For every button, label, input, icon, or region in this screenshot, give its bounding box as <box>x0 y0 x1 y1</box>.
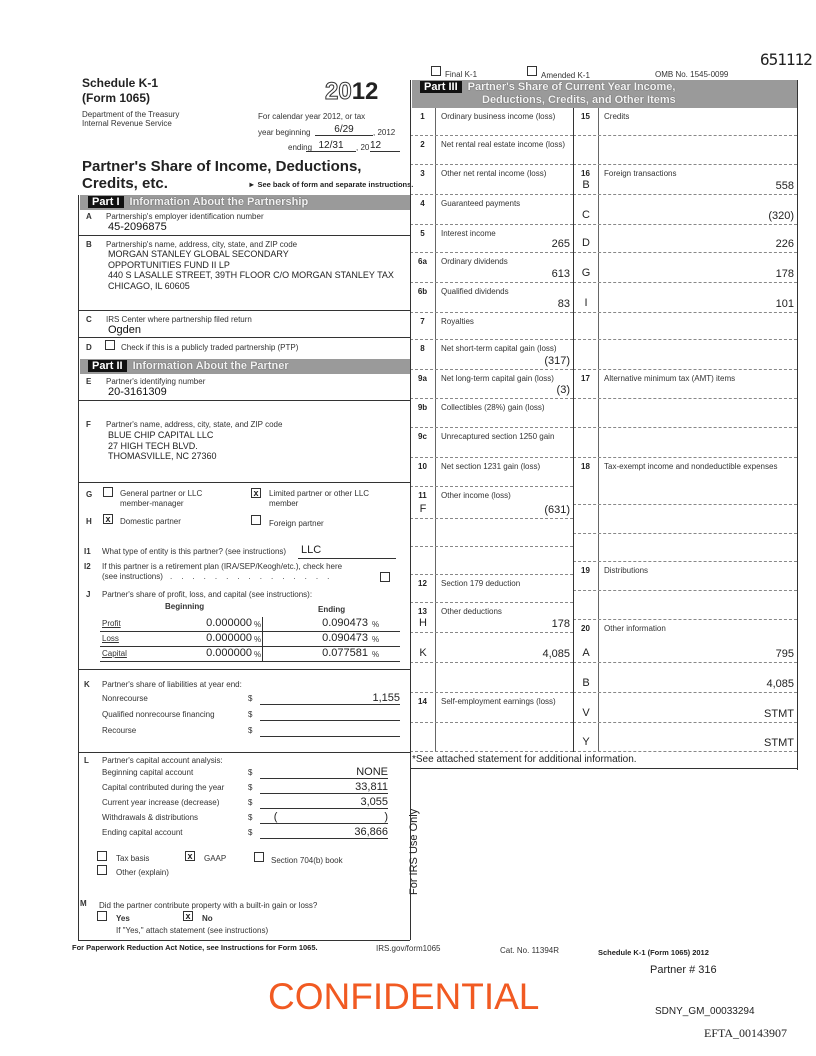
share-row-label: Loss <box>102 634 119 643</box>
form-line-6a[interactable] <box>410 253 573 283</box>
address-line: 27 HIGH TECH BLVD. <box>108 440 198 451</box>
line-value[interactable]: STMT <box>764 708 794 720</box>
partner-number: Partner # 316 <box>650 964 717 976</box>
line-number: 16 <box>573 165 599 194</box>
line-value[interactable]: 226 <box>775 238 794 250</box>
share-beginning-value[interactable]: 0.000000 <box>206 647 252 659</box>
form-line-blank[interactable] <box>573 340 797 370</box>
tax-basis-label: Tax basis <box>116 854 150 863</box>
percent-sign: % <box>372 635 380 644</box>
line-label: Ordinary business income (loss) <box>441 112 556 121</box>
divider <box>262 617 263 662</box>
line-label: Other deductions <box>441 607 502 616</box>
divider <box>573 108 574 752</box>
share-beginning-value[interactable]: 0.000000 <box>206 632 252 644</box>
line-code: A <box>582 647 590 659</box>
line-code: D <box>582 237 590 249</box>
line-number <box>573 313 599 339</box>
part1-header <box>80 195 410 210</box>
form-line-11[interactable] <box>410 487 573 519</box>
divider <box>78 235 410 236</box>
line-number: 11 <box>410 487 436 518</box>
foreign-partner-label: Foreign partner <box>269 519 324 528</box>
letter-K: K <box>84 680 90 689</box>
share-ending-value[interactable]: 0.090473 <box>322 617 368 629</box>
line-label: Other income (loss) <box>441 491 511 500</box>
line-label: Alternative minimum tax (AMT) items <box>604 374 736 383</box>
divider <box>78 195 79 940</box>
part2-header <box>80 359 410 374</box>
form-line-1[interactable] <box>410 108 573 136</box>
partner-id-value[interactable]: 20-3161309 <box>108 386 167 398</box>
form-line-blank[interactable] <box>410 663 573 693</box>
ptp-checkbox[interactable] <box>105 340 115 350</box>
no-checkbox[interactable]: x <box>183 911 193 921</box>
form-line-5[interactable] <box>410 225 573 253</box>
line-number: 20 <box>573 620 599 662</box>
line-code: I <box>584 297 588 309</box>
line-number <box>410 663 436 692</box>
letter-B: B <box>86 240 92 249</box>
line-code: B <box>582 179 590 191</box>
form-line-15[interactable] <box>573 108 797 136</box>
form-line-blank[interactable] <box>573 428 797 458</box>
divider <box>78 310 410 311</box>
line-number <box>573 399 599 427</box>
share-ending-value[interactable]: 0.090473 <box>322 632 368 644</box>
line-label: Other information <box>604 624 666 633</box>
line-label: Net long-term capital gain (loss) <box>441 374 554 383</box>
form-line-12[interactable] <box>410 575 573 603</box>
year-beginning-label: year beginning <box>258 128 311 137</box>
part3-title1: Partner's Share of Current Year Income, <box>467 81 676 93</box>
form-line-14[interactable] <box>410 693 573 723</box>
line-value[interactable]: 83 <box>557 298 570 310</box>
line-value[interactable]: 178 <box>775 268 794 280</box>
liability-value[interactable] <box>260 724 400 737</box>
other-explain-checkbox[interactable] <box>97 865 107 875</box>
capital-row-value[interactable]: NONE <box>260 766 388 779</box>
address-line: MORGAN STANLEY GLOBAL SECONDARY <box>108 249 289 259</box>
general-partner-label <box>120 489 202 509</box>
form-line-6b[interactable] <box>410 283 573 313</box>
dollar-sign: $ <box>248 768 253 777</box>
percent-sign: % <box>254 650 262 659</box>
letter-I2: I2 <box>84 562 91 571</box>
line-label: Distributions <box>604 566 649 575</box>
line-code: C <box>582 209 590 221</box>
line-code: B <box>582 677 590 689</box>
amended-k1-label: Amended K-1 <box>541 71 590 80</box>
label-line: Limited partner or other LLC <box>269 489 370 498</box>
limited-partner-label <box>269 489 369 509</box>
address-line: 440 S LASALLE STREET, 39TH FLOOR C/O MORGAN STANLEY TAX <box>108 270 394 280</box>
liability-value[interactable]: 1,155 <box>260 692 400 705</box>
calendar-text: For calendar year 2012, or tax <box>258 112 366 121</box>
domestic-partner-label: Domestic partner <box>120 517 181 526</box>
line-label: Interest income <box>441 229 496 238</box>
liabilities-label: Partner's share of liabilities at year end: <box>102 680 242 689</box>
letter-L: L <box>84 756 89 765</box>
form-line-16[interactable] <box>573 165 797 195</box>
part2-title: Information About the Partner <box>132 360 289 372</box>
partnership-address-label: Partnership's name, address, city, state, and ZIP code <box>106 240 298 249</box>
line-number: 13 <box>410 603 436 632</box>
bates-number: SDNY_GM_00033294 <box>655 1006 755 1017</box>
letter-G: G <box>86 490 93 499</box>
tax-year <box>325 78 378 106</box>
irs-label: Internal Revenue Service <box>82 119 172 128</box>
form-line-D[interactable] <box>573 225 797 253</box>
line-code: Y <box>582 736 590 748</box>
line-number: 1 <box>410 108 436 135</box>
part3-header <box>412 80 797 108</box>
line-number: 6a <box>410 253 436 282</box>
form-line-blank[interactable] <box>573 136 797 165</box>
section-704b-checkbox[interactable] <box>254 852 264 862</box>
letter-D: D <box>86 343 92 352</box>
capital-row-label: Beginning capital account <box>102 768 194 777</box>
irs-center-value[interactable]: Ogden <box>108 324 142 336</box>
form-reference: Schedule K-1 (Form 1065) 2012 <box>598 948 709 957</box>
form-line-blank[interactable] <box>573 591 797 620</box>
line-label: Section 179 deduction <box>441 579 521 588</box>
part1-title: Information About the Partnership <box>129 196 309 208</box>
form-line-blank[interactable] <box>410 547 573 575</box>
form-line-Y[interactable] <box>573 723 797 752</box>
capital-row-label: Ending capital account <box>102 828 183 837</box>
form-line-19[interactable] <box>573 562 797 591</box>
partner-address-label: Partner's name, address, city, state, and ZIP code <box>106 420 283 429</box>
dollar-sign: $ <box>248 828 253 837</box>
dollar-sign: $ <box>248 798 253 807</box>
domestic-partner-checkbox[interactable]: x <box>103 514 113 524</box>
line-label: Qualified dividends <box>441 287 509 296</box>
year-beginning-suffix: , 2012 <box>373 128 396 137</box>
ein-label: Partnership's employer identification number <box>106 212 264 221</box>
share-beginning-value[interactable]: 0.000000 <box>206 617 252 629</box>
divider <box>78 752 410 753</box>
line-value[interactable]: (3) <box>556 384 570 396</box>
final-k1-checkbox[interactable] <box>431 66 441 76</box>
line-value[interactable]: 613 <box>551 268 570 280</box>
line-label: Net short-term capital gain (loss) <box>441 344 557 353</box>
line-number: 9a <box>410 370 436 398</box>
year-beginning-field[interactable]: 6/29 <box>315 124 373 136</box>
line-value[interactable]: (631) <box>544 504 570 516</box>
percent-sign: % <box>372 650 380 659</box>
share-row-label: Capital <box>102 649 127 658</box>
line-code: G <box>581 267 591 279</box>
capital-row-label: Current year increase (decrease) <box>102 798 220 807</box>
line-number: 9c <box>410 428 436 457</box>
line-value[interactable]: 265 <box>551 238 570 250</box>
capital-row-value[interactable]: ( ) <box>260 811 388 824</box>
line-label: Credits <box>604 112 630 121</box>
beginning-header: Beginning <box>165 602 205 611</box>
tax-basis-checkbox[interactable] <box>97 851 107 861</box>
share-label: Partner's share of profit, loss, and capital (see instructions): <box>102 590 313 599</box>
retirement-plan-label: If this partner is a retirement plan (IRA/SEP/Keogh/etc.), check here <box>102 562 343 571</box>
divider <box>298 558 396 559</box>
divider <box>78 482 410 483</box>
see-back-note: ► See back of form and separate instructions. <box>248 180 414 189</box>
line-number: 15 <box>573 108 599 135</box>
line-value[interactable]: (320) <box>768 210 794 222</box>
line-number <box>573 428 599 457</box>
line-label: Self-employment earnings (loss) <box>441 697 556 706</box>
line-number: 9b <box>410 399 436 427</box>
form-line-G[interactable] <box>573 253 797 283</box>
form-line-9a[interactable] <box>410 370 573 399</box>
form-line-8[interactable] <box>410 340 573 370</box>
line-value[interactable]: (317) <box>544 355 570 367</box>
line-number: 5 <box>410 225 436 252</box>
section-704b-label: Section 704(b) book <box>271 856 343 865</box>
partner-id-label: Partner's identifying number <box>106 377 206 386</box>
liability-label: Nonrecourse <box>102 694 148 703</box>
divider <box>100 661 400 662</box>
capital-row-value[interactable]: 33,811 <box>260 781 388 794</box>
divider <box>78 940 410 941</box>
address-line: CHICAGO, IL 60605 <box>108 280 190 291</box>
form-line-blank[interactable] <box>573 399 797 428</box>
divider <box>78 337 410 338</box>
footnote: *See attached statement for additional information. <box>412 754 637 765</box>
form-line-7[interactable] <box>410 313 573 340</box>
liability-label: Recourse <box>102 726 137 735</box>
line-number: 8 <box>410 340 436 369</box>
dollar-sign: $ <box>248 710 253 719</box>
ending-year-field[interactable]: 12 <box>370 140 400 152</box>
share-ending-value[interactable]: 0.077581 <box>322 647 368 659</box>
line-number <box>410 723 436 751</box>
capital-row-label: Withdrawals & distributions <box>102 813 199 822</box>
dollar-sign: $ <box>248 694 253 703</box>
ein-value[interactable]: 45-2096875 <box>108 221 167 233</box>
line-label: Guaranteed payments <box>441 199 521 208</box>
irs-url[interactable]: IRS.gov/form1065 <box>376 944 441 953</box>
line-value[interactable]: 4,085 <box>766 678 794 690</box>
label-line: General partner or LLC <box>120 489 203 498</box>
dept-label: Department of the Treasury <box>82 110 180 119</box>
label-line: member <box>269 499 299 508</box>
partner-address[interactable] <box>108 430 217 462</box>
ending-mid: , 20 <box>356 143 370 152</box>
cat-number: Cat. No. 11394R <box>500 946 559 955</box>
letter-E: E <box>86 377 92 386</box>
form-line-blank[interactable] <box>573 313 797 340</box>
retirement-plan-label2: (see instructions) <box>102 572 163 581</box>
builtin-gain-note: If "Yes," attach statement (see instructions) <box>116 926 269 935</box>
capital-row-label: Capital contributed during the year <box>102 783 225 792</box>
line-number: 10 <box>410 458 436 486</box>
line-number <box>573 505 599 533</box>
line-value[interactable]: STMT <box>764 737 794 749</box>
ptp-label: Check if this is a publicly traded partnership (PTP) <box>121 343 299 352</box>
line-number <box>573 136 599 164</box>
letter-H: H <box>86 517 92 526</box>
part3-tag: Part III <box>420 81 462 93</box>
form-line-blank[interactable] <box>573 534 797 562</box>
line-number: 4 <box>410 195 436 224</box>
form-line-B[interactable] <box>573 663 797 693</box>
paperwork-notice: For Paperwork Reduction Act Notice, see Instructions for Form 1065. <box>72 943 318 952</box>
form-line-18[interactable] <box>573 458 797 505</box>
line-label: Royalties <box>441 317 474 326</box>
line-number <box>410 547 436 574</box>
form-line-17[interactable] <box>573 370 797 399</box>
line-code: H <box>419 617 427 629</box>
form-line-blank[interactable] <box>410 723 573 752</box>
retirement-plan-checkbox[interactable] <box>380 572 390 582</box>
form-line-V[interactable] <box>573 693 797 723</box>
irs-center-label: IRS Center where partnership filed return <box>106 315 252 324</box>
line-value[interactable]: 101 <box>775 298 794 310</box>
percent-sign: % <box>254 635 262 644</box>
partnership-address[interactable] <box>108 249 394 291</box>
form-title-line1: Partner's Share of Income, Deductions, <box>82 158 362 175</box>
line-number: 17 <box>573 370 599 398</box>
letter-J: J <box>86 590 91 599</box>
entity-type-label: What type of entity is this partner? (see instructions) <box>102 547 287 556</box>
other-explain-label: Other (explain) <box>116 868 169 877</box>
no-label: No <box>202 914 213 923</box>
ending-field[interactable]: 12/31 <box>306 140 356 152</box>
part3-title2: Deductions, Credits, and Other Items <box>482 94 676 106</box>
form-name: Schedule K-1 <box>82 76 159 90</box>
dollar-sign: $ <box>248 813 253 822</box>
divider <box>410 768 797 769</box>
confidential-stamp: CONFIDENTIAL <box>268 976 540 1017</box>
divider <box>797 80 798 770</box>
efta-number: EFTA_00143907 <box>704 1026 788 1040</box>
capital-account-label: Partner's capital account analysis: <box>102 756 223 765</box>
ending-label: ending <box>288 143 313 152</box>
entity-type-value[interactable]: LLC <box>301 544 322 556</box>
letter-A: A <box>86 212 92 221</box>
divider <box>78 400 410 401</box>
line-label: Ordinary dividends <box>441 257 508 266</box>
line-value[interactable]: 558 <box>775 180 794 192</box>
form-line-9b[interactable] <box>410 399 573 428</box>
line-number: 19 <box>573 562 599 590</box>
amended-k1-checkbox[interactable] <box>527 66 537 76</box>
form-line-20[interactable] <box>573 620 797 663</box>
yes-checkbox[interactable] <box>97 911 107 921</box>
yes-label: Yes <box>116 914 130 923</box>
liability-label: Qualified nonrecourse financing <box>102 710 215 719</box>
form-line-2[interactable] <box>410 136 573 165</box>
year-bold: 12 <box>351 78 379 105</box>
capital-row-value[interactable]: 36,866 <box>260 826 388 839</box>
form-line-C[interactable] <box>573 195 797 225</box>
limited-partner-checkbox[interactable]: x <box>251 488 261 498</box>
line-label: Net section 1231 gain (loss) <box>441 462 541 471</box>
form-line-10[interactable] <box>410 458 573 487</box>
line-value[interactable]: 795 <box>775 648 794 660</box>
address-line: BLUE CHIP CAPITAL LLC <box>108 430 214 440</box>
line-number: 7 <box>410 313 436 339</box>
share-row-label: Profit <box>102 619 121 628</box>
irs-use-only: For IRS Use Only <box>408 808 420 895</box>
part1-tag: Part I <box>88 196 124 208</box>
line-value[interactable]: 4,085 <box>542 648 570 660</box>
line-number <box>573 340 599 369</box>
line-code: V <box>582 707 590 719</box>
line-number: 2 <box>410 136 436 164</box>
line-code: K <box>419 647 427 659</box>
capital-row-value[interactable]: 3,055 <box>260 796 388 809</box>
letter-C: C <box>86 315 92 324</box>
line-label: Net rental real estate income (loss) <box>441 140 566 149</box>
gaap-label: GAAP <box>204 854 227 863</box>
address-line: THOMASVILLE, NC 27360 <box>108 451 217 461</box>
dot-leader: ............... <box>170 572 339 581</box>
general-partner-checkbox[interactable] <box>103 487 113 497</box>
line-number: 6b <box>410 283 436 312</box>
percent-sign: % <box>254 620 262 629</box>
line-value[interactable]: 178 <box>551 618 570 630</box>
line-number: 14 <box>410 693 436 722</box>
dollar-sign: $ <box>248 783 253 792</box>
form-line-K[interactable] <box>410 633 573 663</box>
line-number <box>573 591 599 619</box>
line-number: 18 <box>573 458 599 504</box>
letter-M: M <box>80 899 87 908</box>
form-number: (Form 1065) <box>82 91 151 105</box>
dollar-sign: $ <box>248 726 253 735</box>
form-title-line2: Credits, etc. <box>82 175 168 192</box>
form-line-13[interactable] <box>410 603 573 633</box>
form-line-blank[interactable] <box>410 519 573 547</box>
liability-value[interactable] <box>260 708 400 721</box>
omb-number: OMB No. 1545-0099 <box>655 70 729 79</box>
line-code: F <box>419 503 427 515</box>
builtin-gain-label: Did the partner contribute property with a built-in gain or loss? <box>99 901 318 910</box>
letter-I1: I1 <box>84 547 91 556</box>
form-line-9c[interactable] <box>410 428 573 458</box>
form-line-blank[interactable] <box>573 505 797 534</box>
part2-tag: Part II <box>88 360 127 372</box>
letter-F: F <box>86 420 91 429</box>
final-k1-label: Final K-1 <box>445 70 478 79</box>
line-label: Foreign transactions <box>604 169 677 178</box>
form-line-3[interactable] <box>410 165 573 195</box>
line-label: Unrecaptured section 1250 gain <box>441 432 555 441</box>
form-line-I[interactable] <box>573 283 797 313</box>
gaap-checkbox[interactable]: x <box>185 851 195 861</box>
form-line-4[interactable] <box>410 195 573 225</box>
line-number <box>410 519 436 546</box>
divider <box>78 669 410 670</box>
line-label: Tax-exempt income and nondeductible expenses <box>604 462 778 471</box>
ending-header: Ending <box>318 605 346 614</box>
label-line: member-manager <box>120 499 184 508</box>
year-outline: 20 <box>325 78 352 105</box>
address-line: OPPORTUNITIES FUND II LP <box>108 259 230 270</box>
line-label: Collectibles (28%) gain (loss) <box>441 403 545 412</box>
stamp-number: 651112 <box>760 50 812 69</box>
percent-sign: % <box>372 620 380 629</box>
foreign-partner-checkbox[interactable] <box>251 515 261 525</box>
line-label: Other net rental income (loss) <box>441 169 547 178</box>
line-number <box>573 534 599 561</box>
line-number: 3 <box>410 165 436 194</box>
line-number: 12 <box>410 575 436 602</box>
